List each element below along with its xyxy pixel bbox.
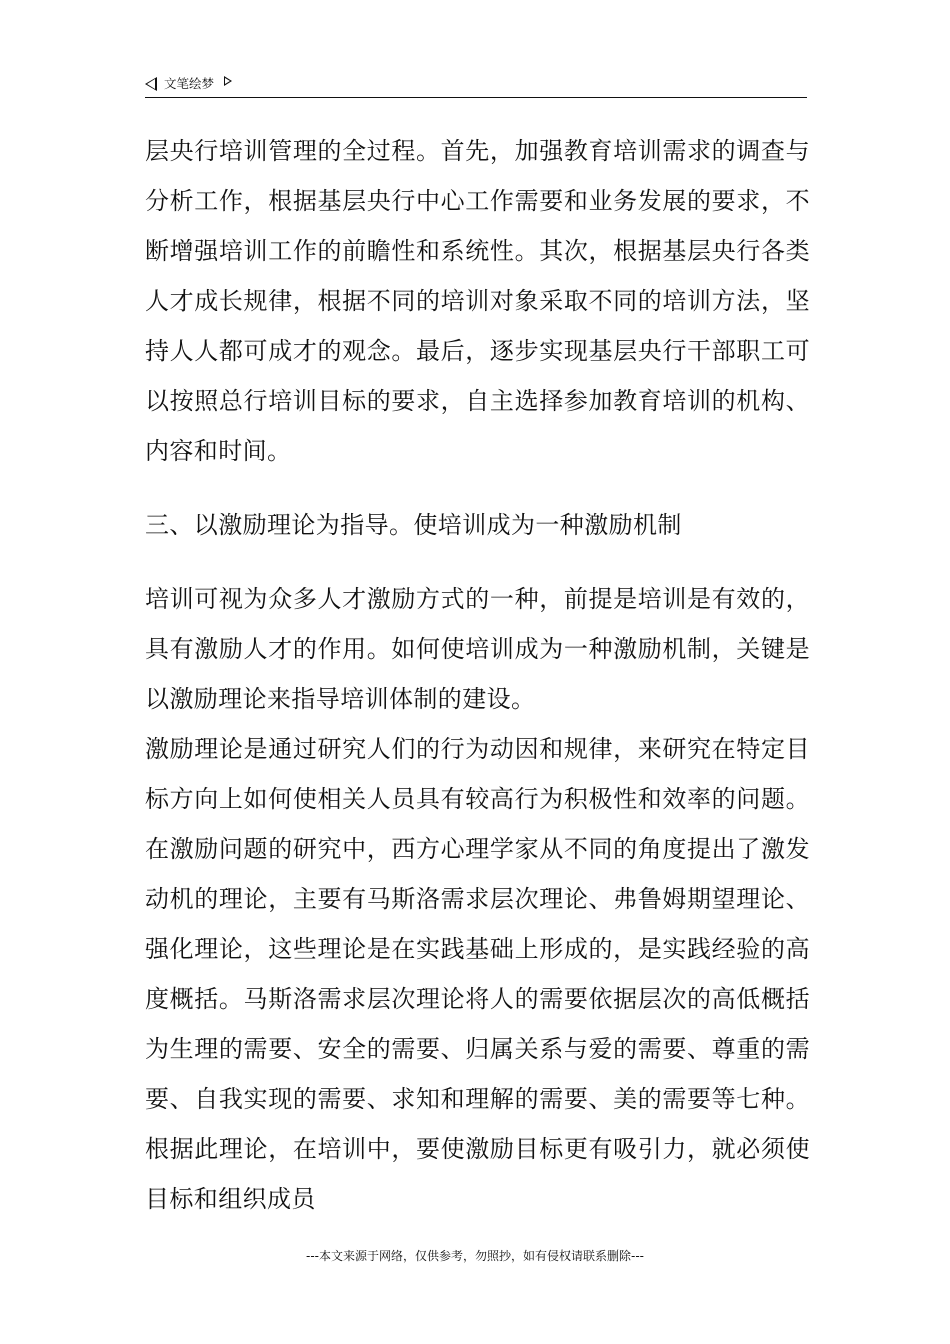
page-header	[145, 74, 807, 98]
brand-mark	[145, 74, 807, 94]
paragraph-incentive-theory: 激励理论是通过研究人们的行为动因和规律，来研究在特定目标方向上如何使相关人员具有较高行为积极性和效率的问题。在激励问题的研究中，西方心理学家从不同的角度提出了激发动机的理论，主要有马斯洛需求层次理论、弗鲁姆期望理论、强化理论，这些理论是在实践基础上形成的，是实践经验的高度概括。马斯洛需求层次理论将人的需要依据层次的高低概括为生理的需要、安全的需要、归属关系与爱的需要、尊重的需要、自我实现的需要、求知和理解的需要、美的需要等七种。根据此理论，在培训中，要使激励目标更有吸引力，就必须使目标和组织成员	[145, 735, 810, 1213]
paragraph-training-incentive: 培训可视为众多人才激励方式的一种，前提是培训是有效的，具有激励人才的作用。如何使培训成为一种激励机制，关键是以激励理论来指导培训体制的建设。	[145, 585, 810, 713]
section-heading: 三、以激励理论为指导。使培训成为一种激励机制	[145, 511, 682, 539]
document-body	[145, 126, 810, 1224]
triangle-left-icon	[145, 77, 157, 91]
triangle-right-icon	[224, 76, 232, 86]
paragraph-training-process: 层央行培训管理的全过程。首先，加强教育培训需求的调查与分析工作，根据基层央行中心工作需要和业务发展的要求，不断增强培训工作的前瞻性和系统性。其次，根据基层央行各类人才成长规律，根据不同的培训对象采取不同的培训方法，坚持人人都可成才的观念。最后，逐步实现基层央行干部职工可以按照总行培训目标的要求，自主选择参加教育培训的机构、内容和时间。	[145, 137, 810, 465]
brand-name: 文笔绘梦	[164, 76, 215, 91]
footer-disclaimer: ---本文来源于网络，仅供参考，勿照抄，如有侵权请联系删除---	[306, 1249, 644, 1263]
header-divider	[145, 97, 807, 98]
